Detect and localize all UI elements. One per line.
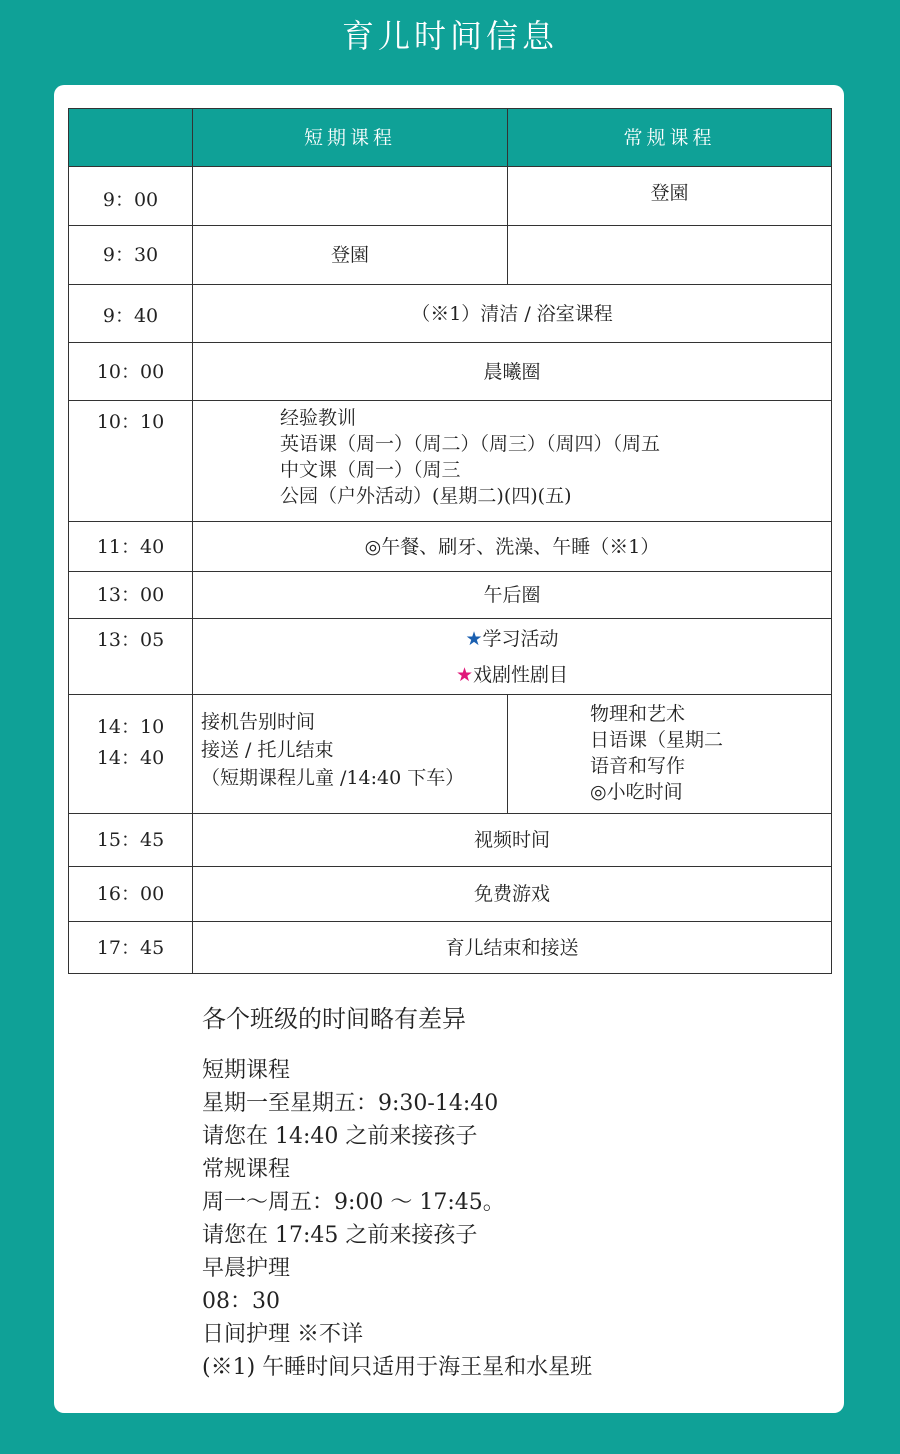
table-row [69, 695, 832, 814]
schedule-card [54, 85, 844, 1413]
regular-course-cell [508, 695, 832, 814]
regular-course-cell: 登園 [508, 167, 832, 226]
time-cell: 16：00 [69, 867, 193, 922]
notes-line: 短期课程 [202, 1058, 291, 1083]
header-time-cell [69, 109, 193, 167]
table-row [69, 343, 832, 401]
header-regular-course: 常规课程 [508, 109, 832, 167]
short-line: 接机告别时间 [201, 711, 316, 733]
short-course-cell [193, 695, 508, 814]
notes-line: 请您在 14:40 之前来接孩子 [202, 1124, 478, 1149]
regular-line: 日语课（星期二 [590, 729, 724, 751]
notes-line: (※1) 午睡时间只适用于海王星和水星班 [202, 1355, 593, 1380]
time-cell: 10：10 [69, 401, 193, 522]
activity-cell: 午后圈 [193, 572, 832, 619]
time-cell: 13：05 [69, 619, 193, 695]
time-cell: 9：00 [69, 167, 193, 226]
notes-line: 08：30 [202, 1289, 280, 1314]
activity-cell: 视频时间 [193, 814, 832, 867]
activity-cell [193, 619, 832, 695]
time-cell: 9：40 [69, 285, 193, 343]
blue-star-icon: ★ [465, 627, 483, 650]
activity-cell: 晨曦圈 [193, 343, 832, 401]
notes-heading: 各个班级的时间略有差异 [202, 1005, 466, 1033]
short-line: （短期课程儿童 /14:40 下车） [201, 767, 465, 789]
time-cell: 15：45 [69, 814, 193, 867]
short-course-cell [193, 167, 508, 226]
pink-star-icon: ★ [455, 663, 474, 686]
table-row [69, 226, 832, 285]
activity-line: 英语课（周一）（周二）（周三）（周四）（周五 [280, 433, 661, 455]
page-title: 育儿时间信息 [341, 17, 558, 55]
time-cell: 10：00 [69, 343, 193, 401]
time-cell: 14：10 14：40 [69, 695, 193, 814]
notes-section [202, 1003, 822, 1384]
short-line: 接送 / 托儿结束 [201, 739, 334, 761]
notes-line: 早晨护理 [202, 1256, 291, 1281]
activity-line: 经验教训 [280, 407, 357, 429]
time-cell: 11：40 [69, 522, 193, 572]
time-cell: 9：30 [69, 226, 193, 285]
header-short-course: 短期课程 [193, 109, 508, 167]
learning-activity: ★学习活动 [465, 627, 559, 650]
time-cell: 17：45 [69, 922, 193, 974]
table-row [69, 867, 832, 922]
table-row [69, 814, 832, 867]
activity-line: 公园（户外活动）(星期二)(四)(五) [280, 485, 572, 507]
short-course-cell: 登園 [193, 226, 508, 285]
drama-activity: ★戏剧性剧目 [455, 663, 569, 686]
regular-line: 物理和艺术 [590, 703, 686, 725]
activity-cell: 育儿结束和接送 [193, 922, 832, 974]
activity-cell: 免费游戏 [193, 867, 832, 922]
table-row [69, 401, 832, 522]
table-row [69, 522, 832, 572]
table-row [69, 619, 832, 695]
notes-line: 请您在 17:45 之前来接孩子 [202, 1223, 478, 1248]
table-row [69, 285, 832, 343]
table-row [69, 572, 832, 619]
activity-cell: ◎午餐、刷牙、洗澡、午睡（※1） [193, 522, 832, 572]
regular-course-cell [508, 226, 832, 285]
notes-line: 常规课程 [202, 1157, 291, 1182]
notes-line: 星期一至星期五：9:30-14:40 [202, 1091, 499, 1116]
time-cell: 13：00 [69, 572, 193, 619]
regular-line: 语音和写作 [590, 755, 686, 777]
activity-line: 中文课（周一）（周三 [280, 459, 461, 481]
activity-cell [193, 401, 832, 522]
table-header-row [69, 109, 832, 167]
table-row [69, 922, 832, 974]
notes-line: 日间护理 ※不详 [202, 1322, 363, 1347]
schedule-table [68, 108, 832, 974]
regular-line: ◎小吃时间 [590, 781, 683, 803]
notes-line: 周一～周五：9:00 ～ 17:45。 [202, 1190, 505, 1215]
table-row [69, 167, 832, 226]
activity-cell: （※1）清洁 / 浴室课程 [193, 285, 832, 343]
